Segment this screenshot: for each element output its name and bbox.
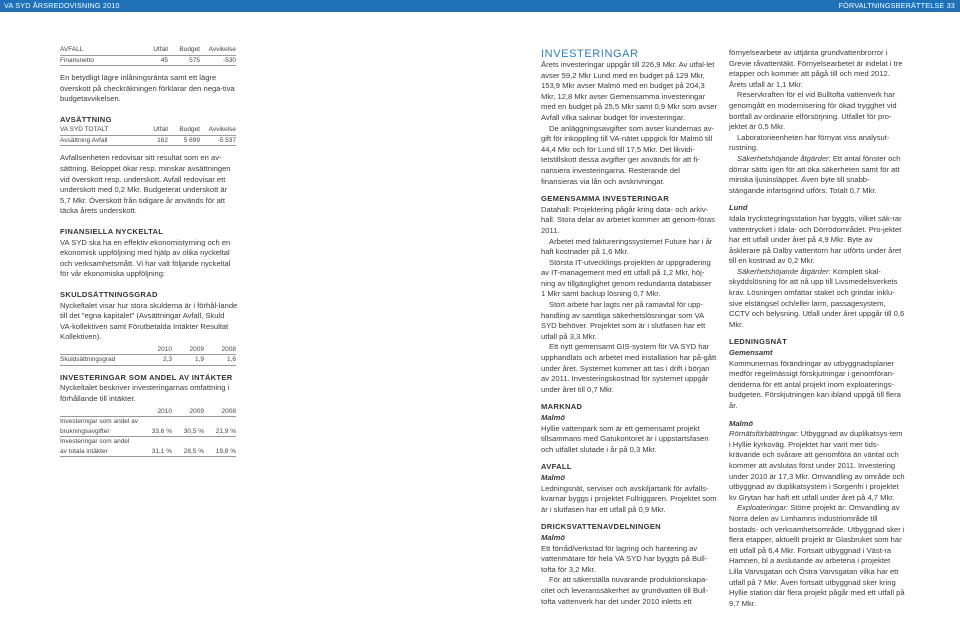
- subheading: Gemensamt: [729, 348, 773, 358]
- table-header: 2008: [204, 345, 236, 355]
- table-cell: [140, 417, 172, 427]
- paragraph: De anläggningsavgifter som avser kundernas av-gift för inkoppling till VA-nätet uppgick för Malmö till 44,4 Mkr och för Lund till 17,5 Mkr. Det likvidi-tetstillskott dessa avgifter ger används för att fi-nansiera investeringarna. Resterande del finansieras via lån och avskrivningar.: [541, 123, 715, 186]
- table-cell: 575: [168, 55, 200, 66]
- top-header-bar: [0, 0, 960, 12]
- table-skuldsattningsgrad: [60, 345, 236, 366]
- paragraph: [729, 154, 905, 196]
- paragraph: Årets investeringar uppgår till 226,9 Mkr. Av utfal-let avser 59,2 Mkr Lund med en budget på 129 Mkr, 153,9 Mkr avser Malmö med en budget på 204,3 Mkr, 12,8 Mkr avser Gemensamma investeringar med en budget på 25,5 Mkr samt 0,9 Mkr som avser Avfall vilka saknar budget för investeringar.: [541, 60, 717, 122]
- paragraph: Största IT-utvecklings projekten är uppgradering av IT-management med ett utfall på 1,2 Mkr, höj-ning av tillgänglighet genom redundanta databaser 1 Mkr samt backup lösning 0,7 Mkr.: [541, 257, 712, 299]
- table-cell: 45: [132, 55, 168, 66]
- section-heading: DRICKSVATTENAVDELNINGEN: [541, 522, 661, 532]
- paragraph: Ett nytt gemensamt GIS-system för VA SYD har upphandlats och arbetet med installation har på-gått under året. Systemet kommer att tas i drift i början av 2011. Investeringskostnad för systemet uppgår under året till 0,7 Mkr.: [541, 342, 717, 394]
- table-cell: Avsättning Avfall: [60, 135, 132, 146]
- paragraph: Idala tryckstegringsstation har byggts, vilket säk-rar vattentrycket i Idala- och Dörrödområdet. Pro-jektet har ett utfall under året på 4,9 Mkr. Byte av åsklerare på Dalby vattentorn har utförts under året till en kostnad av 0,2 Mkr.: [729, 213, 902, 266]
- table-header: 2008: [204, 407, 236, 417]
- paragraph: Arbetet med faktureringssystemet Future har i år haft kostnader på 1,6 Mkr.: [541, 236, 713, 257]
- paragraph: [729, 429, 905, 503]
- paragraph: Nyckeltalet beskriver investeringarnas omfattning i förhållande till intäkter.: [60, 383, 230, 404]
- subheading: Lund: [729, 203, 748, 213]
- table-cell: av totala intäkter: [60, 447, 140, 457]
- paragraph: Laboratorieenheten har förnyat viss analysut-rustning.: [729, 132, 890, 153]
- paragraph: Stort arbete har lagts ner på ramavtal för upp-handling av samtliga säkerhetslösningar som VA SYD behöver. Projektet som är i slutfasen har ett utfall på 3,3 Mkr.: [541, 300, 706, 341]
- paragraph: Ledningsnät, serviser och avskiljartank för avfalls-kvarnar byggs i projektet Fullriggaren. Projektet som är i slutfasen har ett utfall på 0,9 Mkr.: [541, 483, 717, 514]
- table-cell: 21,9 %: [204, 427, 236, 437]
- table-cell: -530: [200, 55, 236, 66]
- table-cell: brukningsavgifter: [60, 427, 140, 437]
- paragraph: För att säkerställa nuvarande produktionskapa-citet och leveranssäkerhet av grundvatten till Bull-tofta vattenverk har det under 2010 inletts ett: [541, 575, 709, 606]
- table-cell: Skuldsättningsgrad: [60, 355, 140, 366]
- table-cell: 5 699: [168, 135, 200, 146]
- table-row: [60, 447, 236, 457]
- table-avsattning: [60, 125, 236, 146]
- inline-text: Större projekt är: Omvandling av Norra delen av Limhamns industriområde till bostads- och verksamhetsområde. Utbyggnad sker i flera etapper, aktuellt projekt är Glasbruket som har ett utfall på 6,4 Mkr. Fortsatt utbyggnad i Väst-ra Hamnen, bl a avslutande av arbetena i projektet Lilla Varvsgatan och Östra Varvsgatan vilka har ett utfall på 7 Mkr. Även fortsatt utbyggnad sker kring Hyllie station där flera projekt pågår med ett utfall på 9,7 Mkr.: [729, 503, 905, 608]
- section-heading: SKULDSÄTTNINGSGRAD: [60, 289, 158, 299]
- table-cell: 162: [132, 135, 168, 146]
- column-2: [541, 48, 717, 607]
- table-header: Avvikelse: [200, 125, 236, 135]
- paragraph: Ett förråd/verkstad för lagring och hantering av vattenmätare för hela VA SYD har byggts på Bull-tofta för 3,2 Mkr.: [541, 543, 708, 574]
- table-cell: 1,6: [204, 355, 236, 366]
- table-cell: 1,9: [172, 355, 204, 366]
- subheading: Malmö: [541, 413, 566, 422]
- paragraph: Datahall: Projektering pågår kring data- och arkiv-hall. Stora delar av arbetet kommer att genom-föras 2011.: [541, 204, 715, 235]
- inline-text: Ett antal fönster och dörrar sätts igen för att öka säkerheten samt för att minska ljusinsläppet. Även byte till snabb-stängande infartsgrind utförs. Totalt 0,7 Mkr.: [729, 153, 901, 195]
- paragraph: Reservkraften för el vid Bulltofta vattenverk har genomgått en modernisering för ökad trygghet vid bortfall av ordinarie elförsörjning. Utfallet för pro-jektet är 0,5 Mkr.: [729, 90, 897, 132]
- table-header: [60, 345, 140, 355]
- table-avfall: [60, 45, 236, 66]
- table-cell: 31,1 %: [140, 447, 172, 457]
- inline-text: Utbyggnad av duplikatsys-tem i Hyllie kyrkoväg. Projektet har varit mer tids-krävande och svårare att genomföra än väntat och kommer att avslutas först under 2011. Investering under 2010 är 17,3 Mkr. Omvandling av område och utbyggnad av duplikatsystem i Sorgenfri i projektet kv Grytan har haft ett utfall under året på 4,7 Mkr.: [729, 429, 905, 502]
- inline-label: Exploateringar:: [737, 503, 789, 513]
- table-cell: [204, 437, 236, 447]
- section-heading: GEMENSAMMA INVESTERINGAR: [541, 194, 670, 204]
- table-cell: Investeringar som andel: [60, 438, 130, 446]
- table-header: 2010: [140, 407, 172, 417]
- column-1: [60, 45, 238, 457]
- table-header: 2010: [140, 345, 172, 355]
- inline-label: Rörnätsförbättringar:: [729, 429, 799, 439]
- inline-label: Säkerhetshöjande åtgärder:: [737, 266, 831, 276]
- paragraph: [729, 503, 905, 609]
- paragraph: [729, 267, 905, 331]
- paragraph: Nyckeltalet visar hur stora skulderna är i förhål-lande till det ”egna kapitalet” (Avsättningar Avfall, Skuld VA-kollektiven samt Förutbetalda Intäkter Resultat Kollektiven).: [60, 300, 238, 342]
- paragraph: förnyelsearbete av uttjänta grundvattenbrorror i Grevie råvattentäkt. Förnyelsearbetet är indelat i tre etapper och kommer att pågå till och med 2012. Årets utfall är 1,1 Mkr.: [729, 48, 903, 89]
- table-header: Utfall: [132, 45, 168, 55]
- table-cell: 30,5 %: [172, 427, 204, 437]
- paragraph: Hyllie vattenpark som är ett gemensamt projekt tillsammans med Gatukontoret är i uppstartsfasen och utfallet slutade i år på 0,3 Mkr.: [541, 423, 709, 454]
- table-cell: [172, 437, 204, 447]
- column-3: [729, 48, 905, 609]
- subheading: Malmö: [729, 418, 754, 428]
- table-cell: [140, 437, 172, 447]
- table-investeringar: [60, 407, 236, 458]
- table-row: [60, 135, 236, 146]
- table-cell: 33,6 %: [140, 427, 172, 437]
- table-row: [60, 55, 236, 66]
- table-header: 2009: [172, 345, 204, 355]
- table-header: Avvikelse: [200, 45, 236, 55]
- section-heading: AVSÄTTNING: [60, 114, 112, 124]
- table-header: [60, 407, 140, 417]
- table-header: Budget: [168, 125, 200, 135]
- table-row: [60, 417, 236, 427]
- inline-label: Säkerhetshöjande åtgärder:: [737, 153, 831, 163]
- section-heading: AVFALL: [541, 462, 572, 472]
- table-header: VA SYD TOTALT: [60, 125, 132, 135]
- table-header: Utfall: [132, 125, 168, 135]
- subheading: Malmö: [541, 472, 566, 482]
- report-title: VA SYD ÅRSREDOVISNING 2010: [4, 1, 120, 10]
- table-header: Budget: [168, 45, 200, 55]
- table-row: [60, 355, 236, 366]
- section-heading: MARKNAD: [541, 402, 583, 412]
- table-cell: [204, 417, 236, 427]
- table-cell: -5 537: [200, 135, 236, 146]
- table-header: 2009: [172, 407, 204, 417]
- table-row: [60, 427, 236, 437]
- table-row: [60, 437, 236, 447]
- table-cell: 19,8 %: [204, 447, 236, 457]
- section-and-page-number: FÖRVALTNINGSBERÄTTELSE 33: [838, 1, 955, 10]
- section-heading: INVESTERINGAR SOM ANDEL AV INTÄKTER: [60, 372, 233, 382]
- section-heading: FINANSIELLA NYCKELTAL: [60, 226, 164, 236]
- paragraph: VA SYD ska ha en effektiv ekonomistyrning och en ekonomisk uppföljning med hjälp av olika nyckeltal och verksamhetsmått. Vi har valt följande nyckeltal för vår ekonomiska uppföljning:: [60, 237, 231, 279]
- section-title-investeringar: INVESTERINGAR: [541, 48, 639, 60]
- paragraph: Kommunernas förändringar av utbyggnadsplaner medför regelmässigt förskjutningar i genomföran-detiderna för ett antal projekt inom exploaterings-budgeten. Förskjutningen kan ibland uppgå till flera år.: [729, 358, 901, 410]
- table-header: AVFALL: [60, 45, 132, 55]
- table-cell: 2,3: [140, 355, 172, 366]
- paragraph: En betydligt lägre inlåningsränta samt ett lägre överskott på checkräkningen förklarar den nega-tiva budgetavvikelsen.: [60, 73, 235, 104]
- table-cell: 28,5 %: [172, 447, 204, 457]
- section-heading: LEDNINGSNÄT: [729, 337, 788, 347]
- inline-text: Komplett skal-skyddslösning för att nå upp till Livsmedelsverkets krav. Lösningen omfattar staket och grindar inklu-sive elstängsel och/eller larm, passagesystem, CCTV och belysning. Utfall under året uppgår till 0,6 Mkr.: [729, 266, 905, 329]
- subheading: Malmö: [541, 532, 566, 542]
- table-cell: Finansnetto: [60, 55, 132, 66]
- table-cell: [172, 417, 204, 427]
- paragraph: Avfallsenheten redovisar sitt resultat som en av-sättning. Beloppet ökar resp. minskar avsättningen vid överskott resp. underskott. Avfall redovisar ett underskott med 0,2 Mkr. Budgeterat underskott är 5,7 Mkr. Överskott från tidigare år används för att täcka årets underskott.: [60, 153, 231, 216]
- table-cell: Investeringar som andel av: [60, 418, 139, 426]
